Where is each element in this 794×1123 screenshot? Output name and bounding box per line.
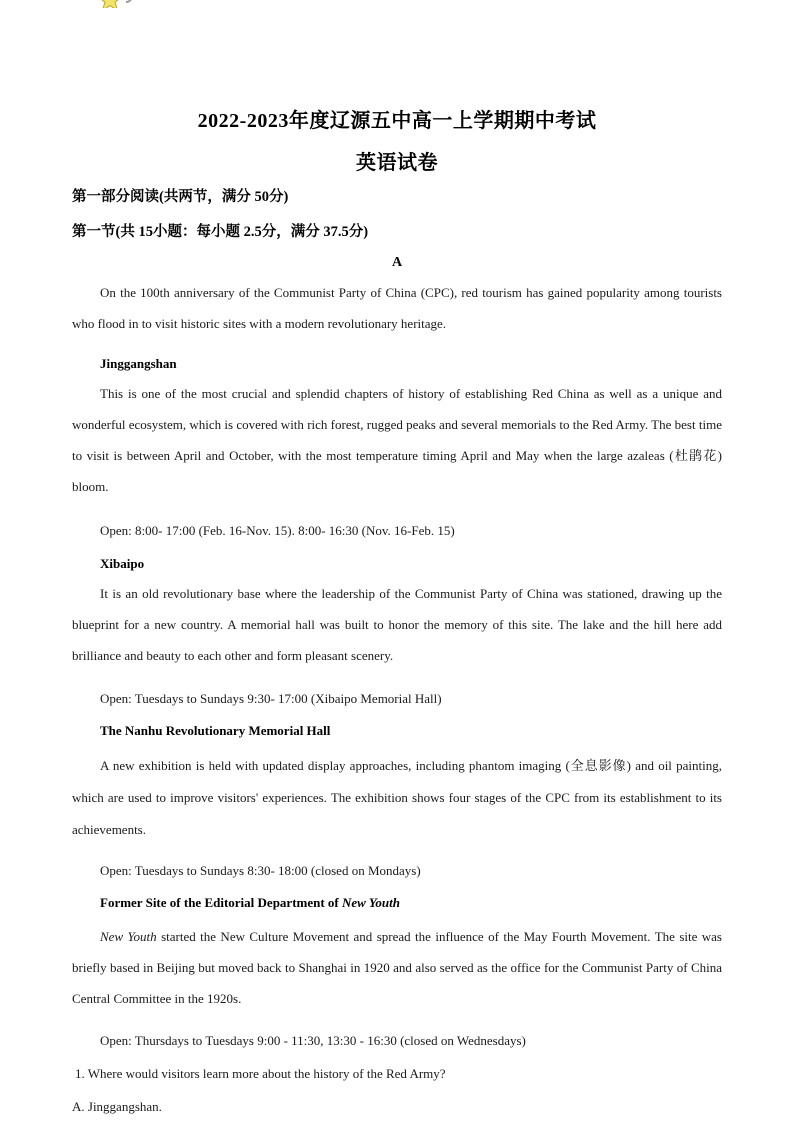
- site-heading-jinggangshan: Jinggangshan: [100, 356, 177, 371]
- site-heading-nanhu: The Nanhu Revolutionary Memorial Hall: [100, 723, 331, 738]
- exam-title: 2022-2023年度辽源五中高一上学期期中考试: [197, 110, 597, 132]
- site-description-new-youth: [72, 921, 722, 1014]
- site-hours-new-youth: Open: Thursdays to Tuesdays 9:00 - 11:30, 13:30 - 16:30 (closed on Wednesdays): [100, 1033, 526, 1048]
- question-stem: 1. Where would visitors learn more about the history of the Red Army?: [75, 1066, 446, 1081]
- site-hours-nanhu: Open: Tuesdays to Sundays 8:30- 18:00 (closed on Mondays): [100, 863, 421, 878]
- site-description-jinggangshan: This is one of the most crucial and splendid chapters of history of establishing Red China as well as a unique and wonderful ecosystem, which is covered with rich forest, rugged peaks and several memorials to the Red Army. The best time to visit is between April and October, with the most temperature timing April and May when the large azaleas (杜鹃花) bloom.: [72, 386, 722, 494]
- site-heading-italic: New Youth: [342, 895, 400, 910]
- site-description-nanhu: A new exhibition is held with updated display approaches, including phantom imaging (全息影像) and oil painting, which are used to improve visitors' experiences. The exhibition shows four stages of the CPC from its establishment to its achievements.: [72, 758, 722, 837]
- exam-subtitle: 英语试卷: [356, 152, 438, 174]
- section-heading: 第一节(共 15小题：每小题 2.5分，满分 37.5分): [72, 224, 369, 240]
- passage-letter: A: [391, 255, 403, 270]
- site-hours-xibaipo: Open: Tuesdays to Sundays 9:30- 17:00 (Xibaipo Memorial Hall): [100, 691, 442, 706]
- description-italic-title: New Youth: [100, 929, 157, 944]
- site-heading-xibaipo: Xibaipo: [100, 556, 145, 571]
- site-heading-new-youth: [100, 895, 400, 911]
- star-logo-icon: [96, 0, 136, 8]
- question-option: A. Jinggangshan.: [72, 1099, 162, 1114]
- site-hours-jinggangshan: Open: 8:00- 17:00 (Feb. 16-Nov. 15). 8:00- 16:30 (Nov. 16-Feb. 15): [100, 523, 455, 538]
- part-heading: 第一部分阅读(共两节，满分 50分): [72, 189, 289, 205]
- site-heading-prefix: Former Site of the Editorial Department of: [100, 895, 343, 910]
- site-description-xibaipo: It is an old revolutionary base where the leadership of the Communist Party of China was stationed, drawing up the blueprint for a new country. A memorial hall was built to honor the memory of this site. The lake and the hill here add brilliance and beauty to each other and form pleasant scenery.: [72, 586, 722, 663]
- passage-intro: On the 100th anniversary of the Communist Party of China (CPC), red tourism has gained popularity among tourists who flood in to visit historic sites with a modern revolutionary heritage.: [72, 285, 722, 331]
- description-rest: started the New Culture Movement and spread the influence of the May Fourth Movement. The site was briefly based in Beijing but moved back to Shanghai in 1920 and also served as the office for the Communist Party of China Central Committee in the 1920s.: [72, 929, 722, 1006]
